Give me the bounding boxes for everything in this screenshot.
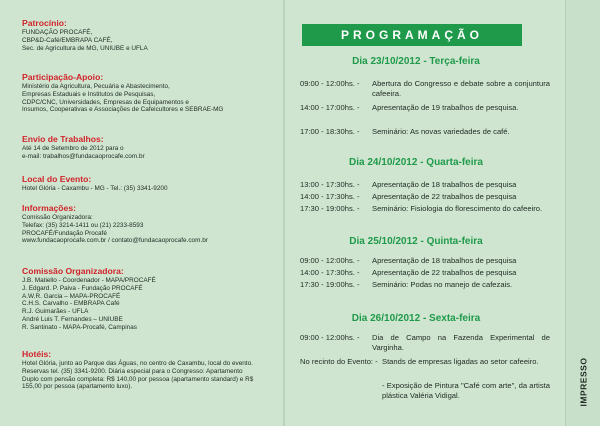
section-local — [22, 174, 280, 193]
section-body: Ministério da Agricultura, Pecuária e Abastecimento, Empresas Estaduais e Institutos de Pesquisas, CDPC/CNC, Universidades, Empresas de Equipamentos e Insumos, Cooperativas e Associações de Cafeicultores e SEBRAE-MG — [22, 83, 224, 114]
section-comissao — [22, 266, 280, 332]
section-patrocinio — [22, 18, 280, 52]
programacao-title: PROGRAMAÇÃO — [302, 24, 522, 46]
event-time: 13:00 - 17:30hs. - — [300, 180, 360, 189]
section-body: J.B. Matiello - Coordenador - MAPA/PROCAFÉ J. Edgard. P. Paiva - Fundação PROCAFÉ A.W.R. Garcia – MAPA-PROCAFÉ C.H.S. Carvalho - EMBRAPA Café R.J. Guimarães - UFLA André Luis T. Fernandes – UNIUBE R. Santinato - MAPA-Procafé, Campinas — [22, 277, 156, 331]
section-body: Até 14 de Setembro de 2012 para o e-mail: trabalhos@fundacaoprocafe.com.br — [22, 145, 145, 160]
section-title: Hotéis: — [22, 349, 52, 359]
event-time: 14:00 - 17:30hs. - — [300, 268, 360, 277]
event-desc: Apresentação de 22 trabalhos de pesquisa — [372, 268, 517, 277]
event-desc: - Exposição de Pintura "Café com arte", da artista plástica Valéria Vidigal. — [382, 381, 550, 400]
event-desc: Stands de empresas ligadas ao setor cafeeiro. — [382, 357, 539, 366]
section-envio — [22, 134, 280, 161]
event-time: 17:00 - 18:30hs. - — [300, 127, 360, 136]
event-time: 09:00 - 12:00hs. - — [300, 333, 360, 342]
event-time: No recinto do Evento: - — [300, 357, 378, 366]
event-desc: Seminário: Podas no manejo de cafezais. — [372, 280, 513, 289]
event-desc: Dia de Campo na Fazenda Experimental de Varginha. — [372, 333, 550, 352]
event-desc: Seminário: As novas variedades de café. — [372, 127, 510, 136]
event-time: 09:00 - 12:00hs. - — [300, 79, 360, 88]
section-title: Envio de Trabalhos: — [22, 134, 104, 144]
event-time: 17:30 - 19:00hs. - — [300, 280, 360, 289]
section-title: Comissão Organizadora: — [22, 266, 124, 276]
section-title: Local do Evento: — [22, 174, 92, 184]
impresso-label — [569, 342, 597, 422]
impresso-text: IMPRESSO — [578, 357, 588, 407]
section-body: FUNDAÇÃO PROCAFÉ, CBP&D-Café/EMBRAPA CAFÉ, Sec. de Agricultura de MG, UNIUBE e UFLA — [22, 29, 148, 52]
day-heading: Dia 24/10/2012 - Quarta-feira — [349, 157, 483, 168]
event-desc: Apresentação de 18 trabalhos de pesquisa — [372, 256, 517, 265]
section-body: Hotel Glória - Caxambu - MG - Tel.: (35) 3341-9200 — [22, 185, 168, 192]
section-hoteis — [22, 349, 280, 391]
section-informacoes — [22, 203, 280, 245]
event-desc: Apresentação de 19 trabalhos de pesquisa. — [372, 103, 519, 112]
event-desc: Seminário: Fisiologia do florescimento do cafeeiro. — [372, 204, 543, 213]
day-heading: Dia 26/10/2012 - Sexta-feira — [351, 313, 481, 324]
section-body: Hotel Glória, junto ao Parque das Águas, no centro de Caxambu, local do evento. Reservas tel. (35) 3341-9200. Diária especial para o Congresso: Apartamento Duplo com pensão completa: R$ 140,00 por pessoa (apartamento standard) e R$ 155,00 por pessoa (apartamento luxo). — [22, 360, 254, 391]
event-time: 17:30 - 19:00hs. - — [300, 204, 360, 213]
event-time: 14:00 - 17:30hs. - — [300, 192, 360, 201]
event-desc: Apresentação de 22 trabalhos de pesquisa — [372, 192, 517, 201]
event-desc: Abertura do Congresso e debate sobre a conjuntura cafeeira. — [372, 79, 550, 98]
event-time: 09:00 - 12:00hs. - — [300, 256, 360, 265]
day-heading: Dia 23/10/2012 - Terça-feira — [352, 56, 480, 67]
section-title: Participação-Apoio: — [22, 72, 104, 82]
section-title: Informações: — [22, 203, 76, 213]
day-heading: Dia 25/10/2012 - Quinta-feira — [349, 236, 483, 247]
event-time: 14:00 - 17:00hs. - — [300, 103, 360, 112]
section-participacao — [22, 72, 280, 114]
event-desc: Apresentação de 18 trabalhos de pesquisa — [372, 180, 517, 189]
section-title: Patrocínio: — [22, 18, 67, 28]
section-body: Comissão Organizadora: Telefax: (35) 3214-1411 ou (21) 2233-8593 PROCAFÉ/Fundação Procafé www.fundacaoprocafe.com.br / contato@fundacaoprocafe.com.br — [22, 214, 208, 245]
